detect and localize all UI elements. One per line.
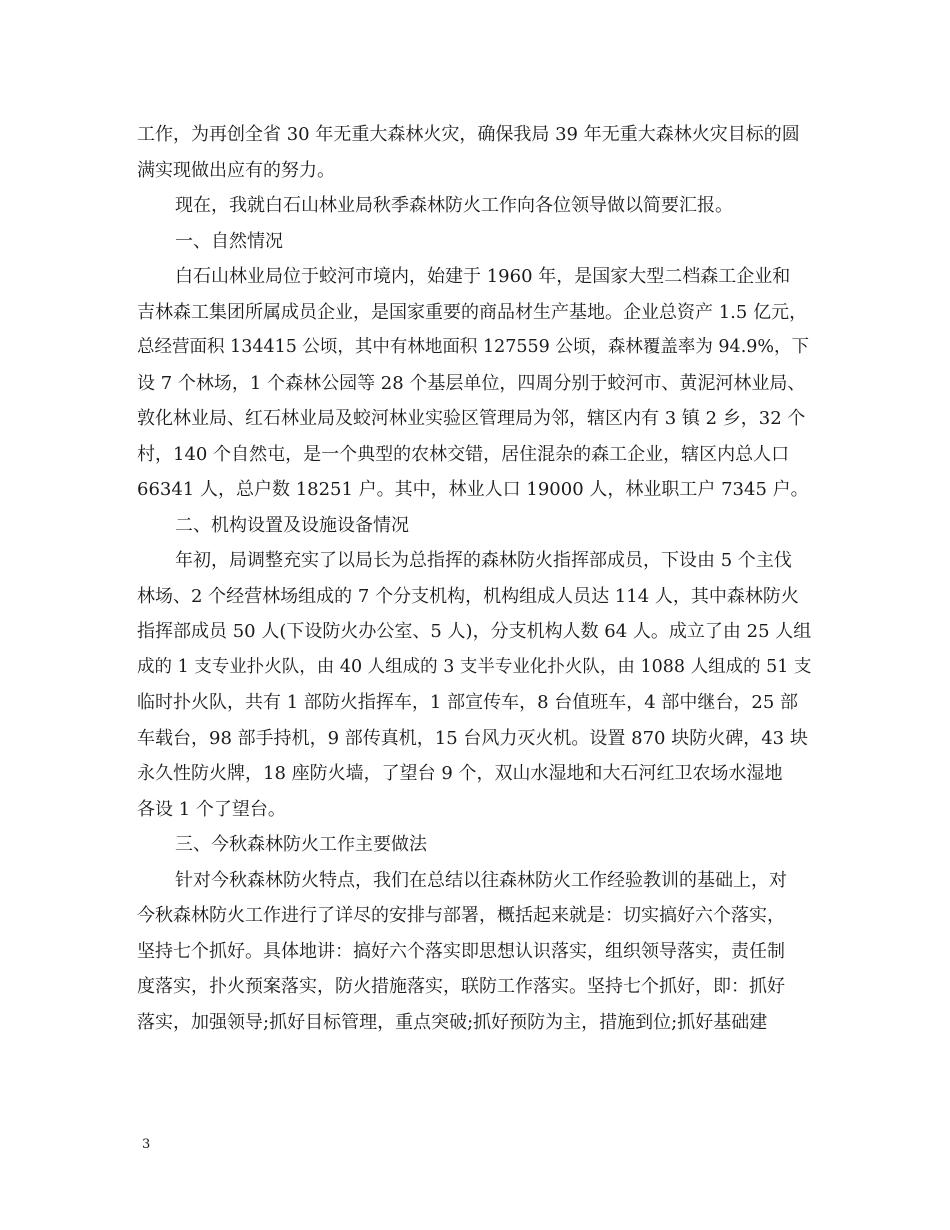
text-line: 落实，加强领导;抓好目标管理，重点突破;抓好预防为主，措施到位;抓好基础建 <box>137 1011 768 1033</box>
text-line: 村，140 个自然屯，是一个典型的农林交错，居住混杂的森工企业，辖区内总人口 <box>137 443 790 465</box>
text-line: 66341 人，总户数 18251 户。其中，林业人口 19000 人，林业职工户 7345 户。 <box>137 479 809 500</box>
text-line: 指挥部成员 50 人(下设防火办公室、5 人)，分支机构人数 64 人。成立了由 25 人组 <box>137 621 812 642</box>
text-line: 吉林森工集团所属成员企业，是国家重要的商品材生产基地。企业总资产 1.5 亿元， <box>137 301 808 323</box>
text-line-paragraph-start: 白石山林业局位于蛟河市境内，始建于 1960 年，是国家大型二档森工企业和 <box>175 266 791 287</box>
text-line: 坚持七个抓好。具体地讲：搞好六个落实即思想认识落实，组织领导落实，责任制 <box>137 940 785 962</box>
text-line: 敦化林业局、红石林业局及蛟河林业实验区管理局为邻，辖区内有 3 镇 2 乡，32 个 <box>137 408 806 429</box>
text-line: 各设 1 个了望台。 <box>137 798 286 820</box>
text-line-continuation: 工作，为再创全省 30 年无重大森林火灾，确保我局 39 年无重大森林火灾目标的圆 <box>137 124 800 145</box>
text-line: 永久性防火牌，18 座防火墙，了望台 9 个，双山水湿地和大石河红卫农场水湿地 <box>137 763 783 784</box>
text-line: 总经营面积 134415 公顷，其中有林地面积 127559 公顷，森林覆盖率为 94.9%，下 <box>137 337 810 357</box>
text-line-paragraph-start: 现在，我就白石山林业局秋季森林防火工作向各位领导做以简要汇报。 <box>175 195 733 216</box>
text-line-paragraph-start: 针对今秋森林防火特点，我们在总结以往森林防火工作经验教训的基础上，对 <box>175 869 787 891</box>
page-number: 3 <box>142 1137 151 1152</box>
text-line: 林场、2 个经营林场组成的 7 个分支机构，机构组成人员达 114 人，其中森林防火 <box>137 585 799 607</box>
text-line-continuation: 满实现做出应有的努力。 <box>137 159 335 181</box>
document-body <box>137 117 827 1040</box>
section-heading-organization: 二、机构设置及设施设备情况 <box>175 514 409 536</box>
section-heading-main-practices: 三、今秋森林防火工作主要做法 <box>175 834 427 855</box>
section-heading-natural-conditions: 一、自然情况 <box>175 230 283 252</box>
text-line: 设 7 个林场，1 个森林公园等 28 个基层单位，四周分别于蛟河市、黄泥河林业局、 <box>137 372 806 394</box>
text-line: 临时扑火队，共有 1 部防火指挥车，1 部宣传车，8 台值班车，4 部中继台，25 部 <box>137 692 799 713</box>
text-line-paragraph-start: 年初，局调整充实了以局长为总指挥的森林防火指挥部成员，下设由 5 个主伐 <box>175 550 792 571</box>
text-line: 成的 1 支专业扑火队，由 40 人组成的 3 支半专业化扑火队，由 1088 人组成的 51 支 <box>137 656 812 677</box>
text-line: 车载台，98 部手持机，9 部传真机，15 台风力灭火机。设置 870 块防火碑，43 块 <box>137 727 808 749</box>
text-line: 度落实，扑火预案落实，防火措施落实，联防工作落实。坚持七个抓好，即：抓好 <box>137 976 785 997</box>
text-line: 今秋森林防火工作进行了详尽的安排与部署，概括起来就是：切实搞好六个落实， <box>137 905 785 926</box>
